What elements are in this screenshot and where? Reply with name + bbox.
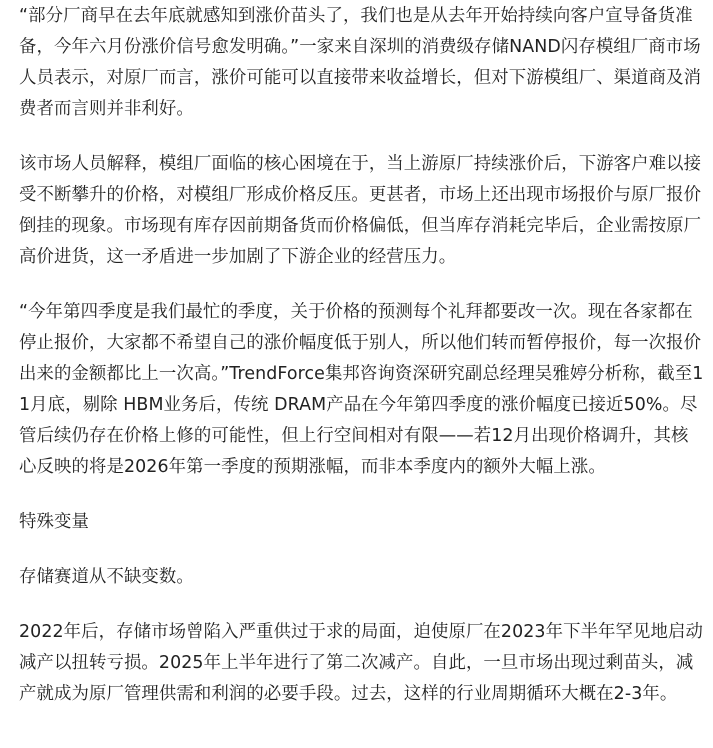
paragraph-2: 该市场人员解释，模组厂面临的核心困境在于，当上游原厂持续涨价后，下游客户难以接受不断攀升的价格，对模组厂形成价格反压。更甚者，市场上还出现市场报价与原厂报价倒挂的现象。市场现有库存因前期备货而价格偏低，但当库存消耗完毕后，企业需按原厂高价进货，这一矛盾进一步加剧了下游企业的经营压力。 [19,154,702,267]
paragraph-3: “今年第四季度是我们最忙的季度，关于价格的预测每个礼拜都要改一次。现在各家都在停止报价，大家都不希望自己的涨价幅度低于别人，所以他们转而暂停报价，每一次报价出来的金额都比上一次高。”TrendForce集邦咨询资深研究副总经理吴雅婷分析称，截至11月底，剔除 HBM业务后，传统 DRAM产品在今年第四季度的涨价幅度已接近50%。尽管后续仍存在价格上修的可能性，但上行空间相对有限——若12月出现价格调升，其核心反映的将是2026年第一季度的预期涨幅，而非本季度内的额外大幅上涨。 [19,302,704,477]
article-body [19,1,705,734]
paragraph-1: “部分厂商早在去年底就感知到涨价苗头了，我们也是从去年开始持续向客户宣导备货准备，今年六月份涨价信号愈发明确。”一家来自深圳的消费级存储NAND闪存模组厂商市场人员表示，对原厂而言，涨价可能可以直接带来收益增长，但对下游模组厂、渠道商及消费者而言则并非利好。 [19,6,702,119]
section-intro: 存储赛道从不缺变数。 [19,567,194,587]
section-heading: 特殊变量 [19,512,89,532]
paragraph-closing: 2022年后，存储市场曾陷入严重供过于求的局面，迫使原厂在2023年下半年罕见地启动减产以扭转亏损。2025年上半年进行了第二次减产。自此，一旦市场出现过剩苗头，减产就成为原厂管理供需和利润的必要手段。过去，这样的行业周期循环大概在2-3年。 [19,622,704,704]
